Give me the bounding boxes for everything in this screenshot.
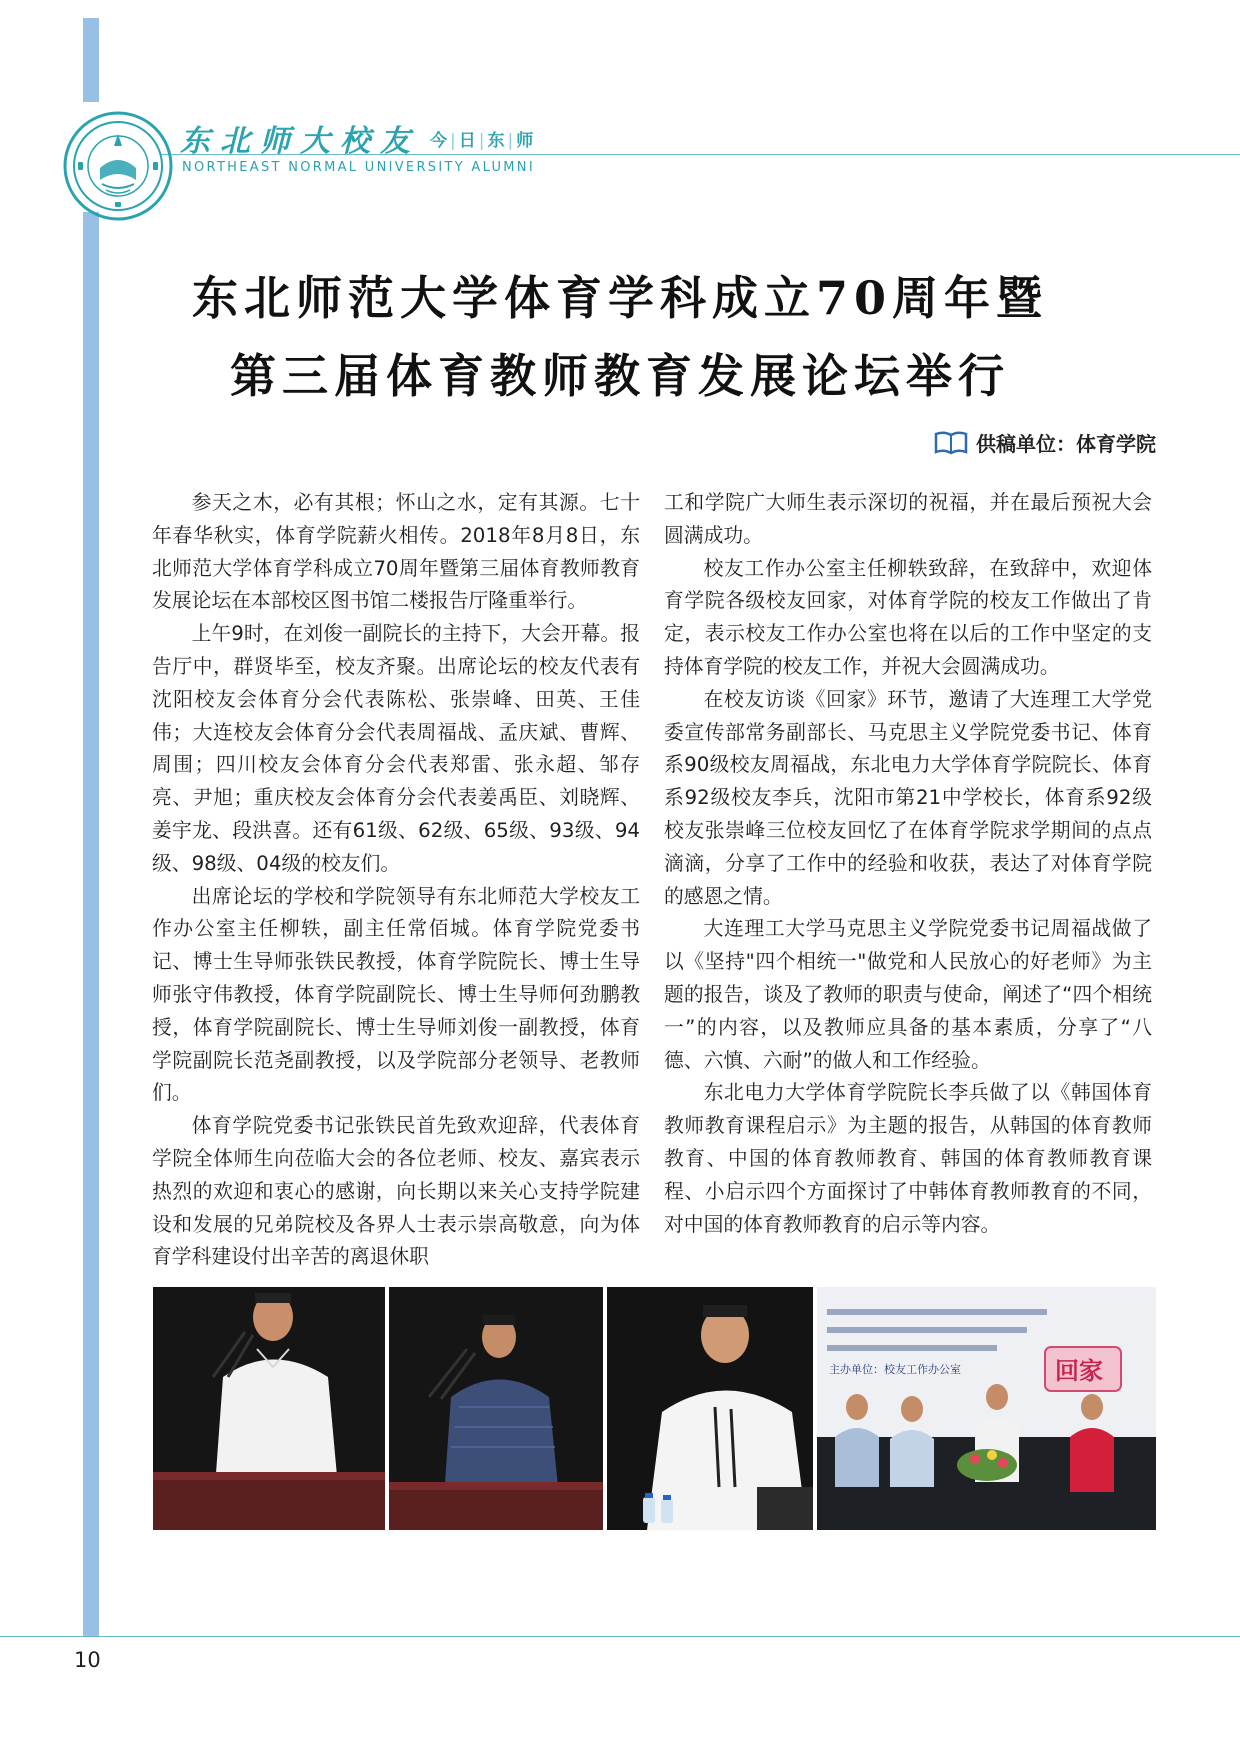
section-char: 日 [458,131,476,151]
article-title-line-1: 东北师范大学体育学科成立70周年暨 [191,271,1048,325]
section-char: 师 [516,131,534,151]
footer-rule [0,1636,1240,1637]
side-accent-bar-top [83,18,99,102]
university-seal-icon [62,110,174,222]
paragraph: 东北电力大学体育学院院长李兵做了以《韩国体育教师教育课程启示》为主题的报告，从韩国的体育教师教育、中国的体育教师教育、韩国的体育教师教育课程、小启示四个方面探讨了中韩体育教师教育的不同，对中国的体育教师教育的启示等内容。 [664,1081,1152,1236]
open-book-icon [934,431,968,455]
paragraph-continuation: 工和学院广大师生表示深切的祝福，并在最后预祝大会圆满成功。 [664,491,1152,547]
article-title-line-2: 第三届体育教师教育发展论坛举行 [230,349,1010,403]
section-char: 东 [487,131,505,151]
masthead-subtitle-en: NORTHEAST NORMAL UNIVERSITY ALUMNI [182,160,535,175]
paragraph: 大连理工大学马克思主义学院党委书记周福战做了以《坚持"四个相统一"做党和人民放心的好老师》为主题的报告，谈及了教师的职责与使命，阐述了“四个相统一”的内容，以及教师应具备的基本素质，分享了“八德、六慎、六耐”的做人和工作经验。 [664,917,1152,1072]
paragraph: 在校友访谈《回家》环节，邀请了大连理工大学党委宣传部常务副部长、马克思主义学院党委书记、体育系90级校友周福战，东北电力大学体育学院院长、体育系92级校友李兵，沈阳市第21中学校长，体育系92级校友张崇峰三位校友回忆了在体育学院求学期间的点点滴滴，分享了工作中的经验和收获，表达了对体育学院的感恩之情。 [664,687,1152,908]
paragraph: 出席论坛的学校和学院领导有东北师范大学校友工作办公室主任柳轶，副主任常佰城。体育学院党委书记、博士生导师张铁民教授，体育学院院长、博士生导师张守伟教授，体育学院副院长、博士生导师何劲鹏教授，体育学院副院长、博士生导师刘俊一副教授，体育学院副院长范尧副教授，以及学院部分老领导、老教师们。 [152,884,640,1105]
paragraph: 参天之木，必有其根；怀山之水，定有其源。七十年春华秋实，体育学院薪火相传。2018年8月8日，东北师范大学体育学科成立70周年暨第三届体育教师教育发展论坛在本部校区图书馆二楼报告厅隆重举行。 [152,491,640,613]
source-credit [934,428,1156,457]
masthead-title: 东北师大校友 [180,124,420,159]
photo-speaker-2 [389,1287,603,1530]
article-column-right [664,487,1152,1277]
source-text: 供稿单位：体育学院 [976,432,1156,456]
panel-caption: 主办单位：校友工作办公室 [829,1363,961,1376]
paragraph: 体育学院党委书记张铁民首先致欢迎辞，代表体育学院全体师生向莅临大会的各位老师、校友、嘉宾表示热烈的欢迎和衷心的感谢，向长期以来关心支持学院建设和发展的兄弟院校及各界人士表示崇高敬意，向为体育学科建设付出辛苦的离退休职 [152,1114,640,1269]
photo-panel-interview [817,1287,1156,1530]
article-column-left [152,487,640,1277]
university-seal-logo [62,110,174,222]
paragraph: 上午9时，在刘俊一副院长的主持下，大会开幕。报告厅中，群贤毕至，校友齐聚。出席论坛的校友代表有沈阳校友会体育分会代表陈松、张崇峰、田英、王佳伟；大连校友会体育分会代表周福战、孟庆斌、曹辉、周围；四川校友会体育分会代表郑雷、张永超、邹存亮、尹旭；重庆校友会体育分会代表姜禹臣、刘晓辉、姜宇龙、段洪喜。还有61级、62级、65级、93级、94级、98级、04级的校友们。 [152,622,640,875]
page-number: 10 [74,1648,101,1672]
paragraph: 校友工作办公室主任柳轶致辞，在致辞中，欢迎体育学院各级校友回家，对体育学院的校友工作做出了肯定，表示校友工作办公室也将在以后的工作中坚定的支持体育学院的校友工作，并祝大会圆满成功。 [664,556,1152,678]
section-char: 今 [430,131,447,151]
panel-logo: 回家 [1055,1357,1103,1385]
photo-speaker-1 [153,1287,385,1530]
masthead-section: 今 | 日 | 东 | 师 [430,131,534,151]
side-accent-bar [83,212,99,1637]
photo-speaker-3 [607,1287,813,1530]
